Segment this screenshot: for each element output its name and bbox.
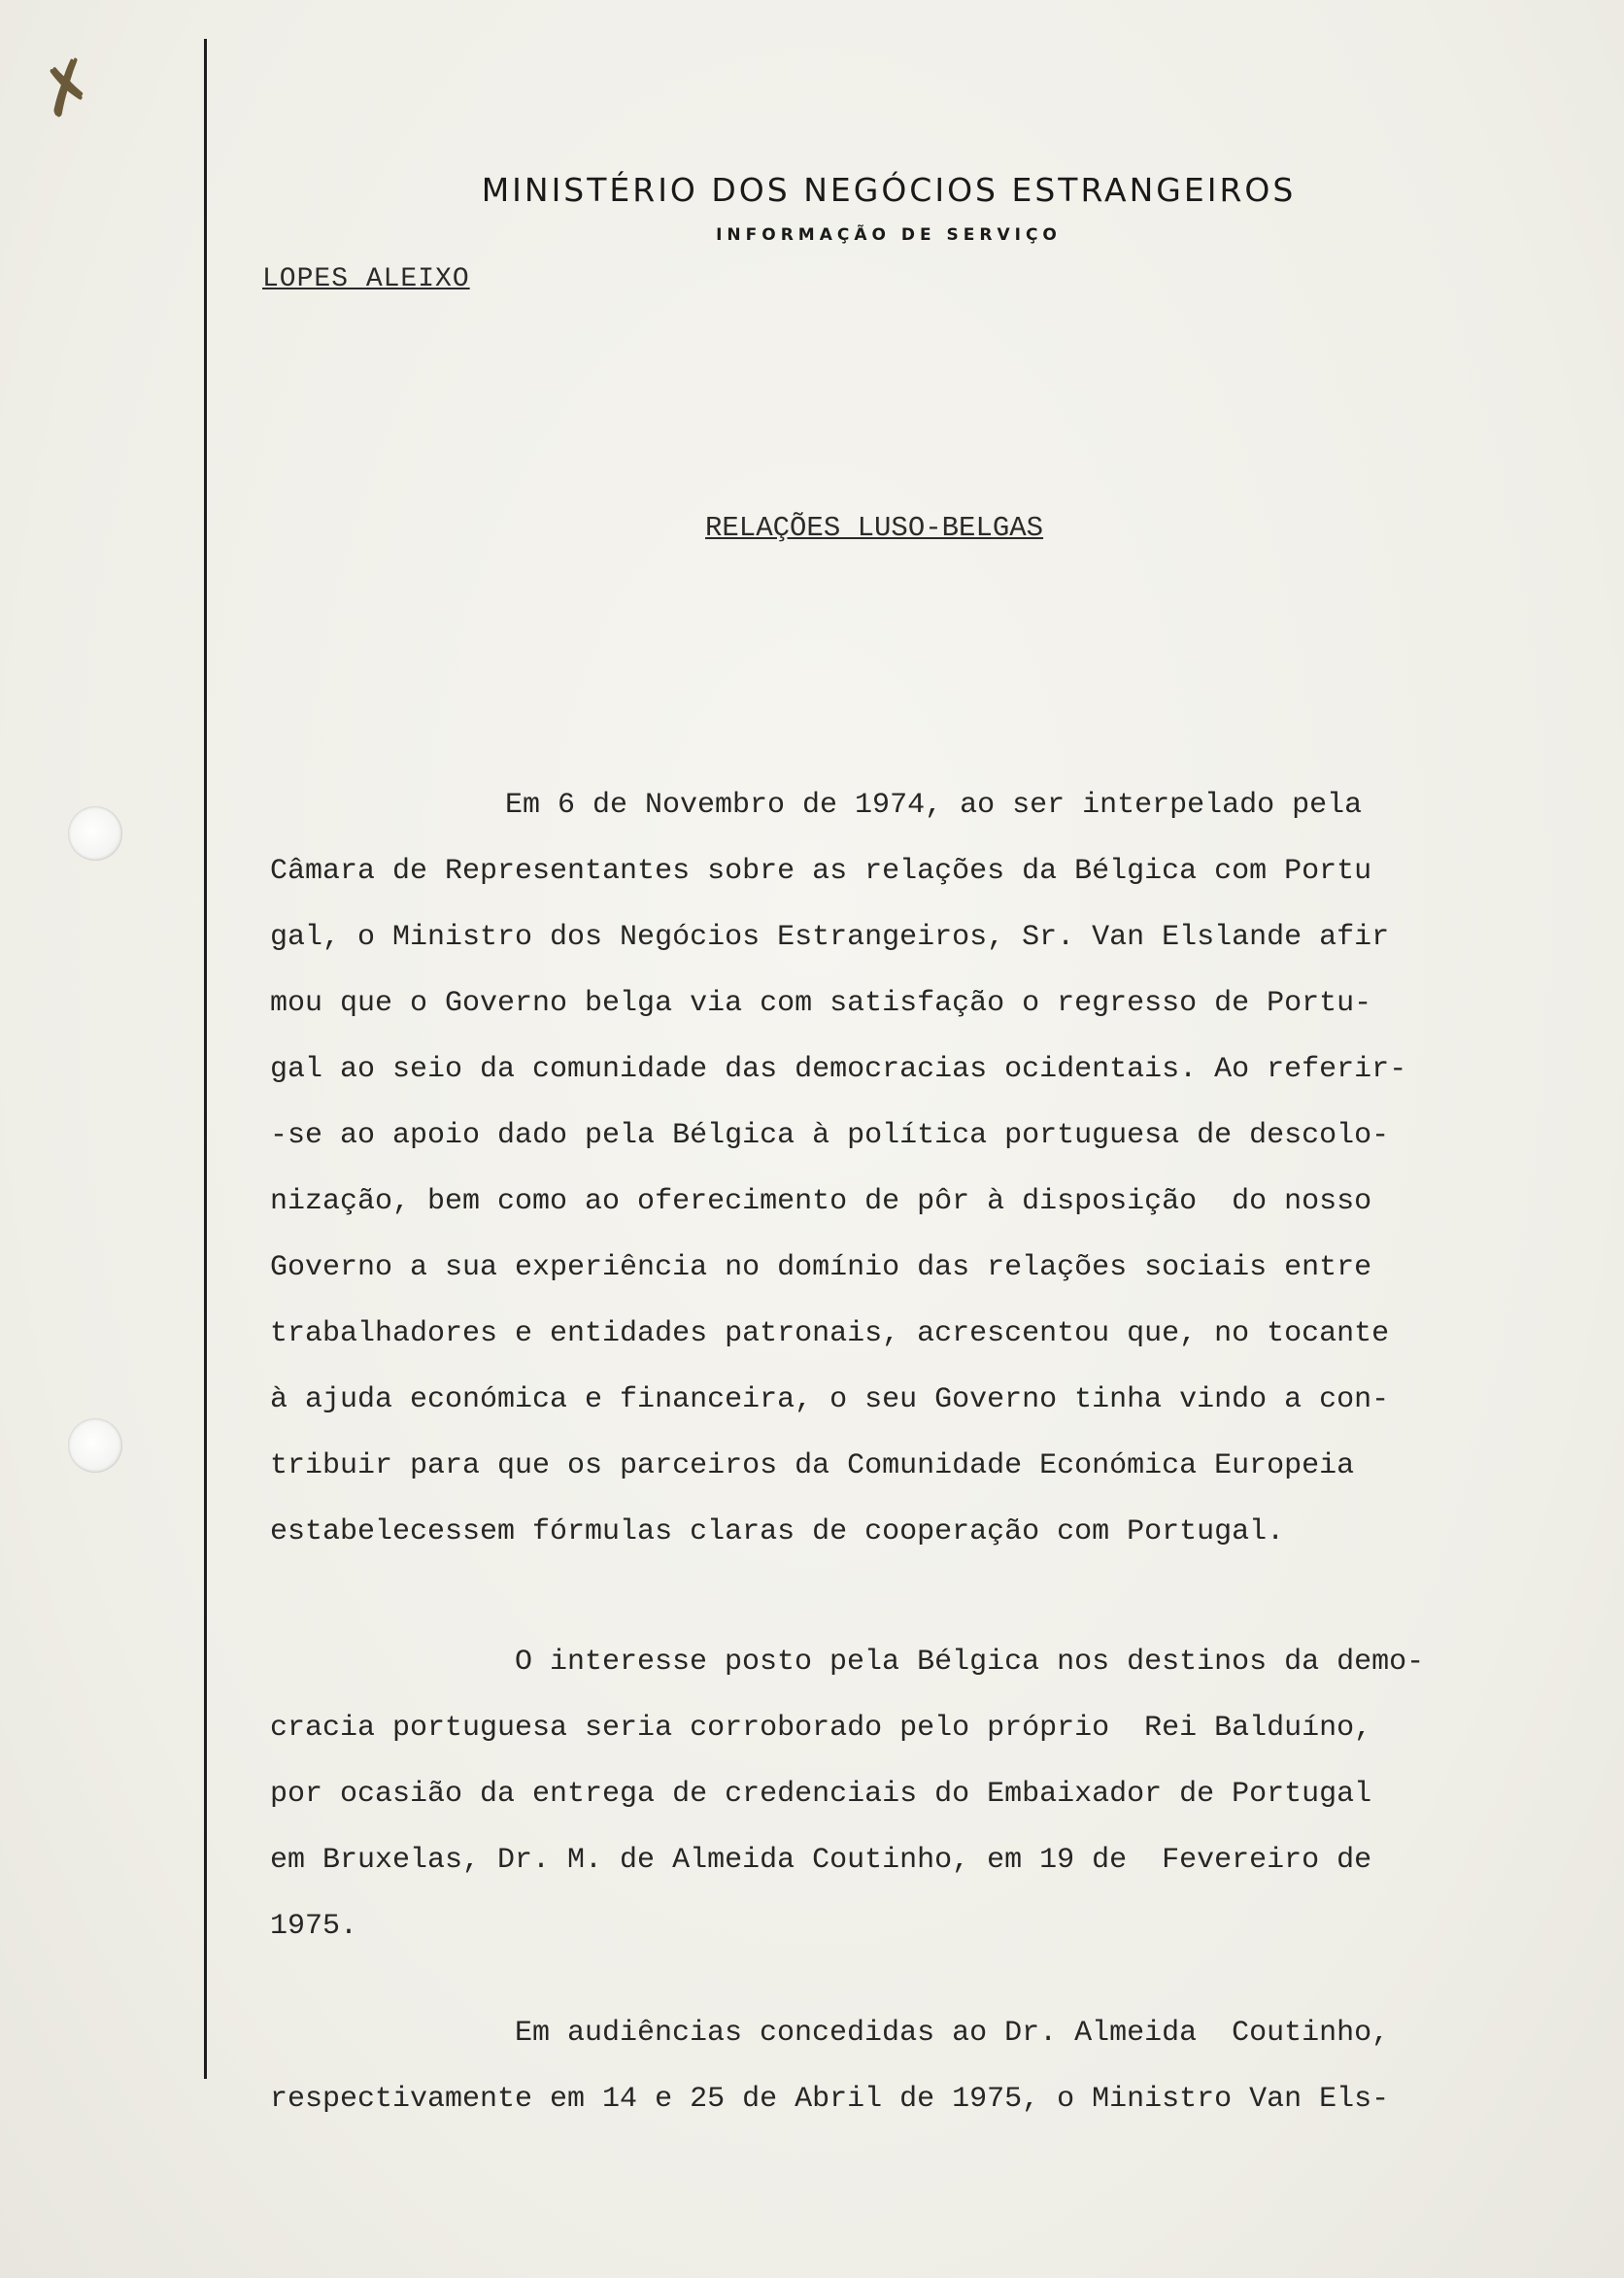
- text-line: gal, o Ministro dos Negócios Estrangeiros, Sr. Van Elslande afir: [270, 921, 1390, 954]
- text-line: cracia portuguesa seria corroborado pelo próprio Rei Balduíno,: [270, 1712, 1372, 1745]
- text-line: em Bruxelas, Dr. M. de Almeida Coutinho, em 19 de Fevereiro de: [270, 1844, 1372, 1877]
- text-line: Governo a sua experiência no domínio das relações sociais entre: [270, 1251, 1372, 1284]
- punch-hole-bottom: [68, 1418, 122, 1473]
- corner-check-mark: ✗: [26, 41, 108, 136]
- text-line: respectivamente em 14 e 25 de Abril de 1975, o Ministro Van Els-: [270, 2083, 1390, 2116]
- ministry-heading: MINISTÉRIO DOS NEGÓCIOS ESTRANGEIROS: [481, 171, 1297, 209]
- document-title: RELAÇÕES LUSO-BELGAS: [705, 512, 1044, 544]
- text-line: mou que o Governo belga via com satisfação o regresso de Portu-: [270, 987, 1372, 1020]
- margin-line: [204, 39, 207, 2079]
- text-line: Em audiências concedidas ao Dr. Almeida Coutinho,: [515, 2017, 1390, 2050]
- punch-hole-top: [68, 806, 122, 861]
- text-line: gal ao seio da comunidade das democracias ocidentais. Ao referir-: [270, 1053, 1407, 1086]
- text-line: por ocasião da entrega de credenciais do Embaixador de Portugal: [270, 1778, 1372, 1811]
- text-line: Câmara de Representantes sobre as relações da Bélgica com Portu: [270, 855, 1372, 888]
- text-line: estabelecessem fórmulas claras de cooperação com Portugal.: [270, 1515, 1285, 1548]
- text-line: tribuir para que os parceiros da Comunidade Económica Europeia: [270, 1449, 1355, 1482]
- author-name: LOPES ALEIXO: [262, 264, 470, 294]
- service-subheading: INFORMAÇÃO DE SERVIÇO: [716, 225, 1062, 245]
- text-line: Em 6 de Novembro de 1974, ao ser interpelado pela: [505, 789, 1363, 822]
- text-line: O interesse posto pela Bélgica nos destinos da demo-: [515, 1646, 1425, 1679]
- text-line: trabalhadores e entidades patronais, acrescentou que, no tocante: [270, 1317, 1390, 1350]
- text-line: 1975.: [270, 1910, 358, 1943]
- text-line: à ajuda económica e financeira, o seu Governo tinha vindo a con-: [270, 1383, 1390, 1416]
- text-line: -se ao apoio dado pela Bélgica à política portuguesa de descolo-: [270, 1119, 1390, 1152]
- text-line: nização, bem como ao oferecimento de pôr à disposição do nosso: [270, 1185, 1372, 1218]
